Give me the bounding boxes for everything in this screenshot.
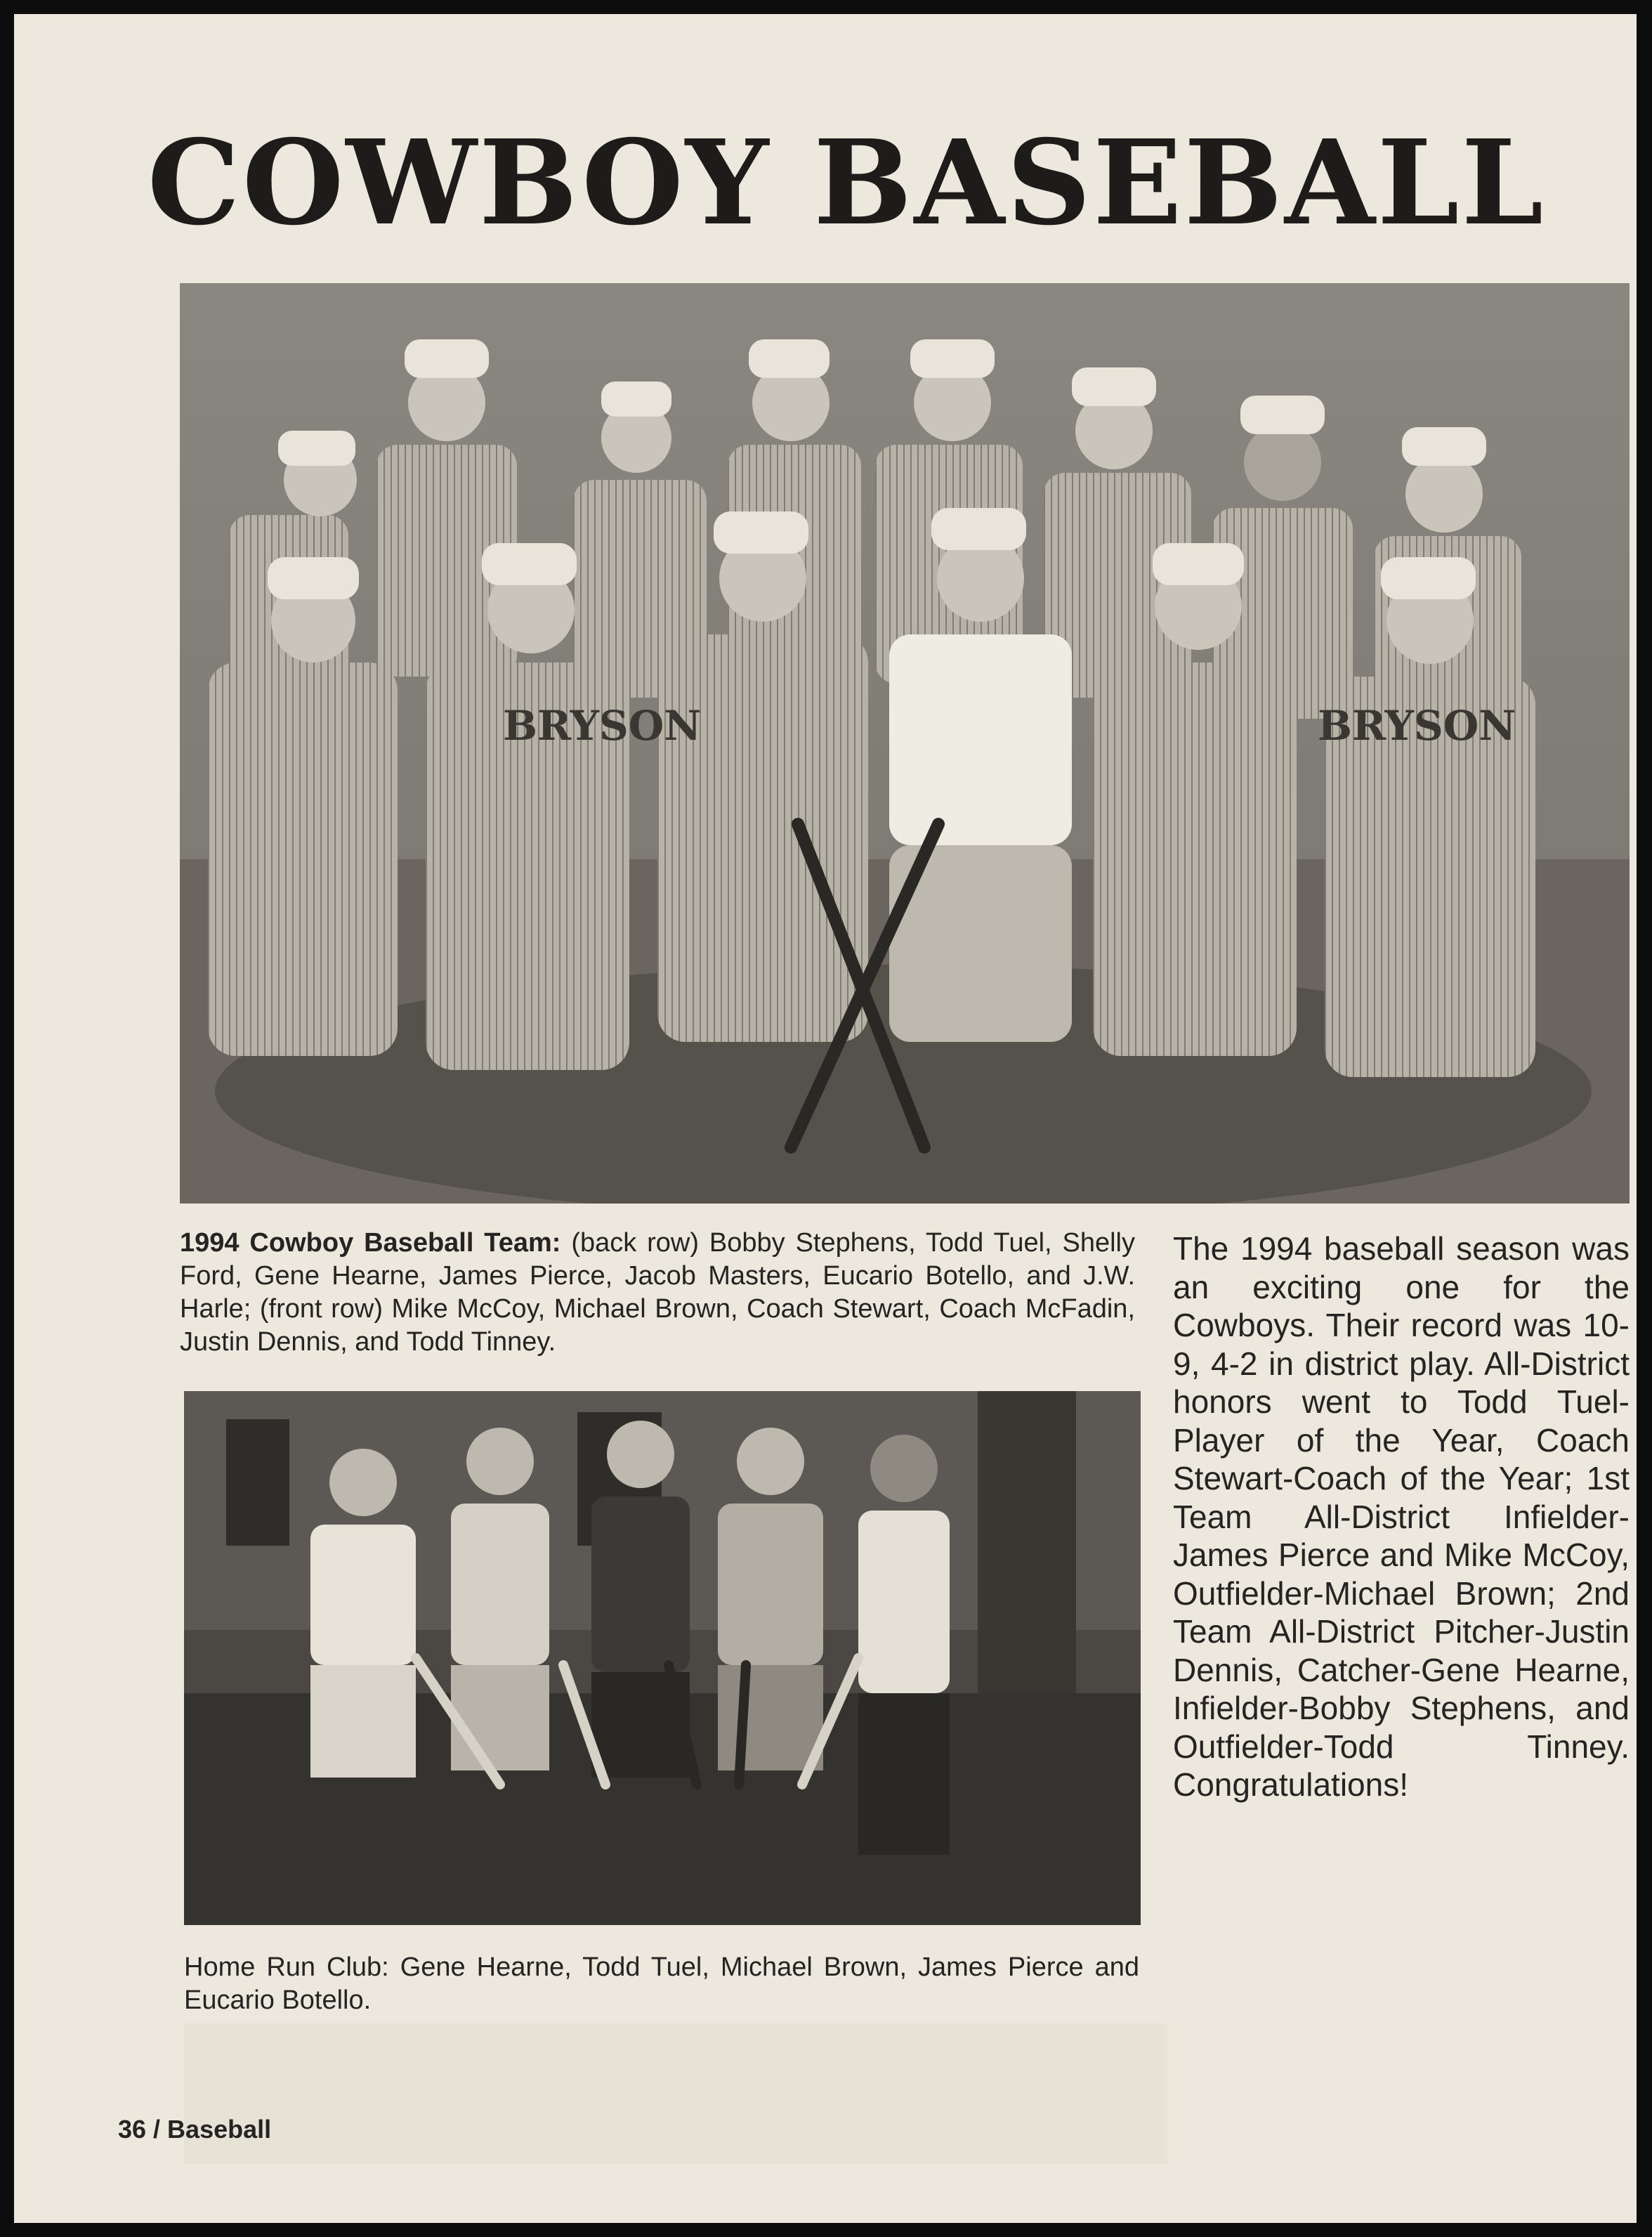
home-run-club-photo xyxy=(184,1391,1141,1925)
page-footer: 36 / Baseball xyxy=(118,2115,272,2144)
team-photo-image xyxy=(180,283,1630,1204)
jersey-lettering: BRYSON xyxy=(503,702,702,750)
team-photo xyxy=(180,283,1630,1204)
home-run-club-photo-image xyxy=(184,1391,1141,1925)
home-run-club-caption: Home Run Club: Gene Hearne, Todd Tuel, Michael Brown, James Pierce and Eucario Botello. xyxy=(184,1952,1139,2015)
team-caption-body: (back row) Bobby Stephens, Todd Tuel, Shelly Ford, Gene Hearne, James Pierce, Jacob Masters, Eucario Botello, and J.W. Harle; (front row) Mike McCoy, Michael Brown, Coach Stewart, Coach McFadin, Justin Dennis, and Todd Tinney. xyxy=(180,1228,1135,1357)
team-caption-lead: 1994 Cowboy Baseball Team: xyxy=(180,1228,561,1258)
show-through-shadow xyxy=(184,2023,1167,2164)
jersey-lettering: BRYSON xyxy=(1318,702,1516,750)
season-story: The 1994 baseball season was an exciting one for the Cowboys. Their record was 10-9, 4-2 in district play. All-District honors went to Todd Tuel-Player of the Year, Coach Stewart-Coach of the Year; 1st Team All-District Infielder-James Pierce and Mike McCoy, Outfielder-Michael Brown; 2nd Team All-District Pitcher-Justin Dennis, Catcher-Gene Hearne, Infielder-Bobby Stephens, and Outfielder-Todd Tinney. Congratulations! xyxy=(1173,1230,1630,1803)
page-title: COWBOY BASEBALL xyxy=(147,115,1546,252)
team-photo-caption xyxy=(180,1227,1135,1359)
yearbook-page xyxy=(14,14,1637,2223)
